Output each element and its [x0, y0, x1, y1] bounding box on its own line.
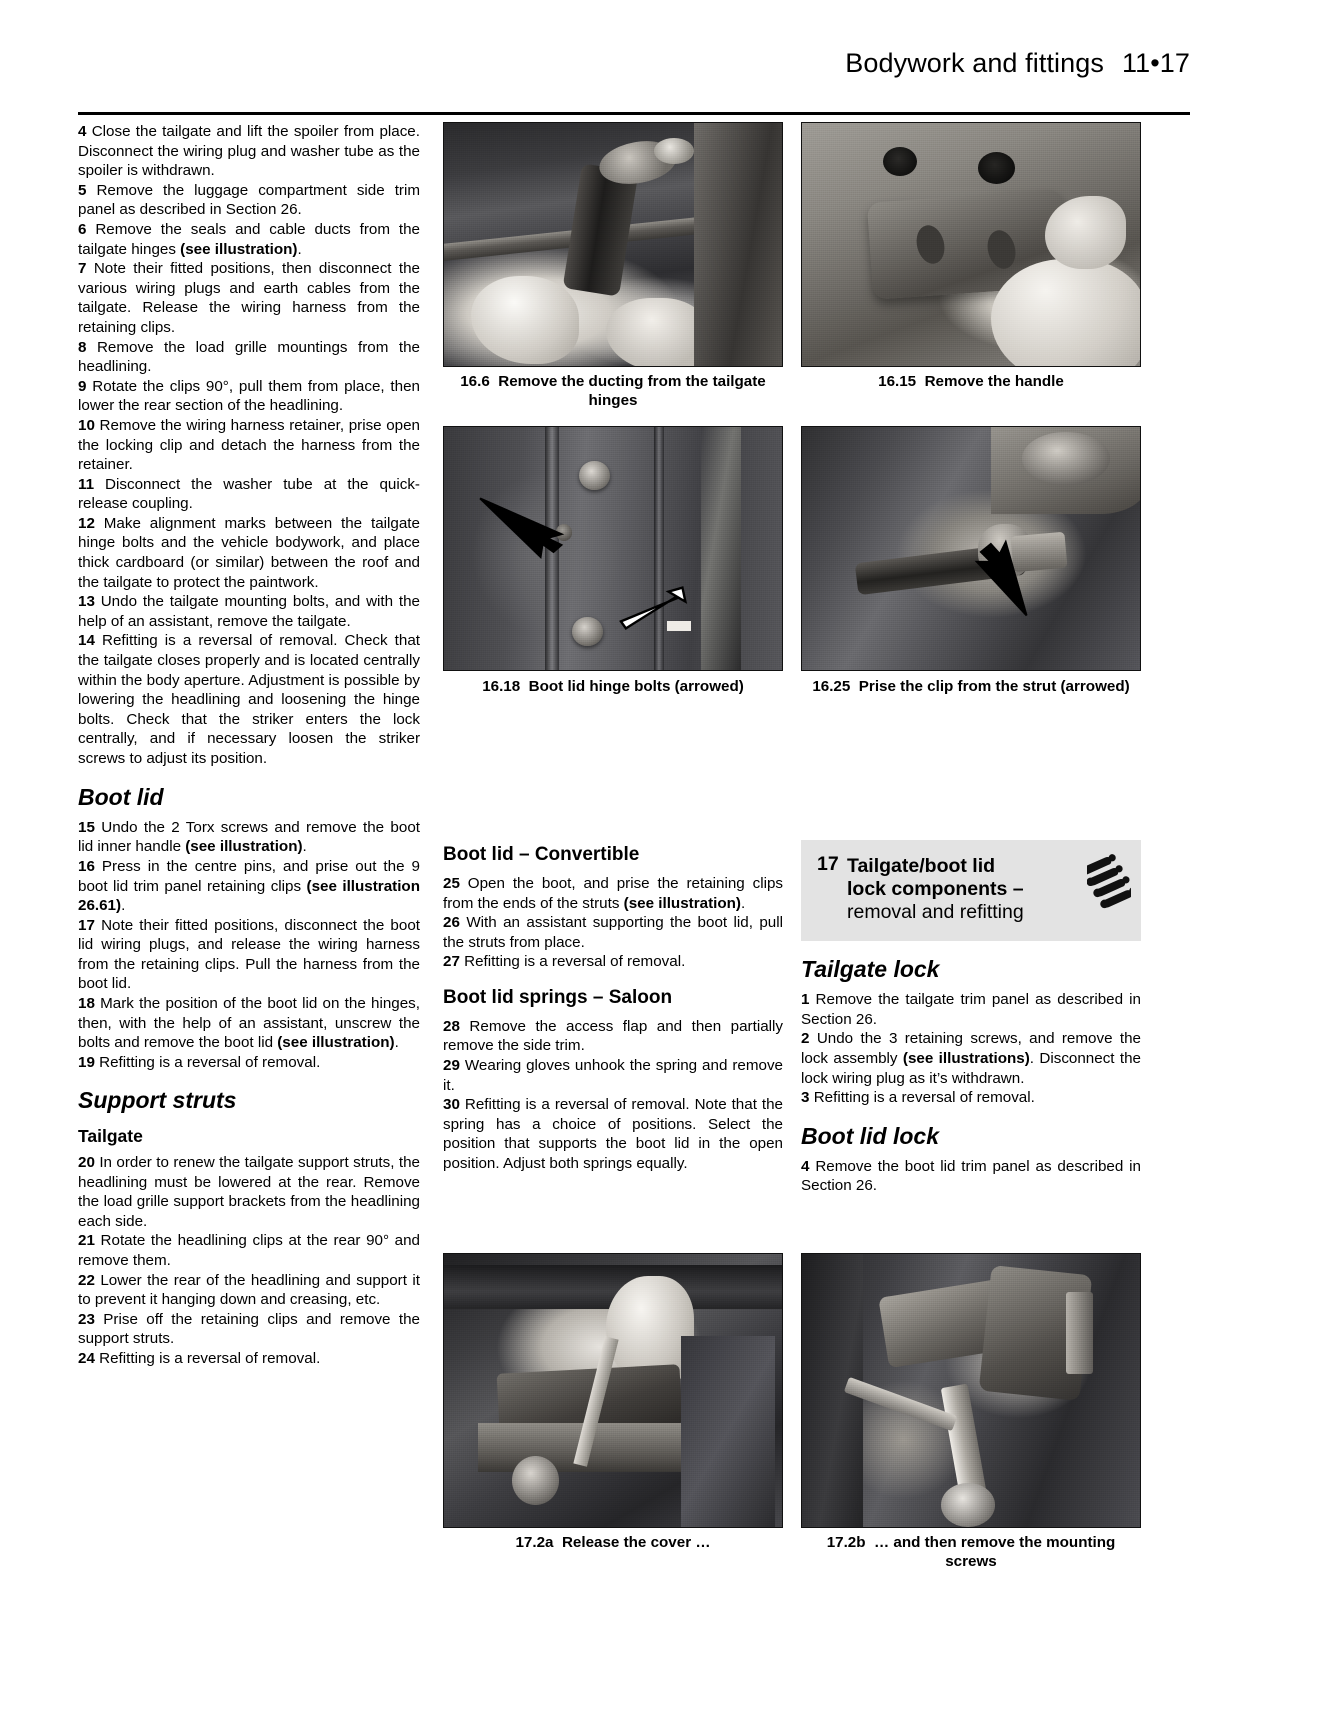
step-18: 18 Mark the position of the boot lid on the hinges, then, with the help of an assistant, unscrew the bolts and remove the boot lid (see illustration). [78, 995, 420, 1052]
tg-lock-step-3: 3 Refitting is a reversal of removal. [801, 1089, 1035, 1107]
step-9: 9 Rotate the clips 90°, pull them from place, then lower the rear section of the headlining. [78, 377, 420, 415]
caption-16-15: 16.15 Remove the handle [878, 373, 1064, 390]
caption-17-2a: 17.2a Release the cover … [515, 1534, 711, 1551]
figure-16-15 [801, 122, 1141, 367]
page-title: Bodywork and fittings [845, 48, 1104, 78]
step-26: 26 With an assistant supporting the boot lid, pull the struts from place. [443, 914, 783, 951]
section-subtitle: removal and refitting [847, 901, 1024, 923]
column-right-text [801, 840, 1141, 1196]
step-8: 8 Remove the load grille mountings from the headlining. [78, 338, 420, 376]
step-11: 11 Disconnect the washer tube at the quick-release coupling. [78, 475, 420, 513]
step-19: 19 Refitting is a reversal of removal. [78, 1053, 321, 1071]
figure-16-18 [443, 426, 783, 671]
step-12: 12 Make alignment marks between the tailgate hinge bolts and the vehicle bodywork, and place thick cardboard (or similar) between the roof and the tailgate to protect the paintwork. [78, 514, 420, 591]
tg-lock-step-2: 2 Undo the 3 retaining screws, and remove the lock assembly (see illustrations). Disconnect the lock wiring plug as it’s withdrawn. [801, 1030, 1141, 1087]
heading-support-struts: Support struts [78, 1087, 237, 1114]
caption-16-25: 16.25 Prise the clip from the strut (arrowed) [812, 678, 1130, 695]
bl-lock-step-4: 4 Remove the boot lid trim panel as described in Section 26. [801, 1157, 1141, 1195]
step-22: 22 Lower the rear of the headlining and support it to prevent it hanging down and creasing, etc. [78, 1271, 420, 1309]
section-title-line2: lock components – [847, 878, 1024, 900]
step-4: 4 Close the tailgate and lift the spoiler from place. Disconnect the wiring plug and washer tube as the spoiler is withdrawn. [78, 123, 420, 180]
step-15: 15 Undo the 2 Torx screws and remove the boot lid inner handle (see illustration). [78, 818, 420, 856]
page-number: 11•17 [1121, 48, 1190, 78]
step-30: 30 Refitting is a reversal of removal. Note that the spring has a choice of positions. Select the position that supports the boot lid in the open position. Adjust both springs equally. [443, 1096, 783, 1172]
tg-lock-step-1: 1 Remove the tailgate trim panel as described in Section 26. [801, 991, 1141, 1028]
step-23: 23 Prise off the retaining clips and remove the support struts. [78, 1310, 420, 1348]
step-17: 17 Note their fitted positions, disconnect the boot lid wiring plugs, and release the wiring harness from the retaining clips. Pull the harness from the boot lid. [78, 916, 420, 993]
step-20: 20 In order to renew the tailgate support struts, the headlining must be lowered at the rear. Remove the load grille support brackets from the headlining each side. [78, 1153, 420, 1230]
caption-16-6: 16.6 Remove the ducting from the tailgate hinges [460, 373, 766, 409]
column-left [78, 122, 420, 1369]
heading-boot-lid: Boot lid [78, 783, 164, 810]
column-middle-text [443, 845, 783, 1174]
page-header [78, 48, 1190, 79]
figure-17-2a [443, 1253, 783, 1528]
section-title-line1: Tailgate/boot lid [847, 855, 996, 877]
step-24: 24 Refitting is a reversal of removal. [78, 1349, 321, 1367]
step-28: 28 Remove the access flap and then partially remove the side trim. [443, 1017, 783, 1055]
figure-16-25 [801, 426, 1141, 671]
step-6: 6 Remove the seals and cable ducts from the tailgate hinges (see illustration). [78, 220, 420, 258]
subheading-tailgate: Tailgate [78, 1125, 143, 1146]
heading-boot-lid-springs: Boot lid springs – Saloon [443, 986, 673, 1008]
step-10: 10 Remove the wiring harness retainer, prise open the locking clip and detach the harness from the retainer. [78, 416, 420, 474]
heading-boot-lid-convertible: Boot lid – Convertible [443, 844, 640, 865]
step-16: 16 Press in the centre pins, and prise out the 9 boot lid trim panel retaining clips (see illustration 26.61). [78, 857, 420, 915]
figure-16-6 [443, 122, 783, 367]
step-13: 13 Undo the tailgate mounting bolts, and with the help of an assistant, remove the tailgate. [78, 593, 420, 630]
section-17-header-box [801, 840, 1141, 941]
step-7: 7 Note their fitted positions, then disconnect the various wiring plugs and earth cables from the tailgate. Release the wiring harness from the retaining clips. [78, 260, 420, 336]
step-5: 5 Remove the luggage compartment side trim panel as described in Section 26. [78, 181, 420, 219]
figure-17-2b [801, 1253, 1141, 1528]
step-29: 29 Wearing gloves unhook the spring and remove it. [443, 1057, 783, 1094]
caption-17-2b: 17.2b … and then remove the mounting screws [826, 1534, 1116, 1570]
caption-16-18: 16.18 Boot lid hinge bolts (arrowed) [482, 678, 744, 695]
section-number: 17 [817, 853, 839, 875]
step-25: 25 Open the boot, and prise the retaining clips from the ends of the struts (see illustration). [443, 874, 783, 912]
header-divider [78, 112, 1190, 115]
heading-tailgate-lock: Tailgate lock [801, 956, 940, 982]
spanner-icon [1087, 850, 1131, 912]
step-27: 27 Refitting is a reversal of removal. [443, 953, 686, 971]
heading-boot-lid-lock: Boot lid lock [801, 1122, 939, 1149]
step-21: 21 Rotate the headlining clips at the rear 90° and remove them. [78, 1232, 420, 1269]
step-14: 14 Refitting is a reversal of removal. Check that the tailgate closes properly and is located centrally within the body aperture. Adjustment is possible by lowering the headlining and loosening the hinge bolts. Check that the striker enters the lock centrally, and if necessary loosen the striker screws to adjust its position. [78, 632, 420, 767]
